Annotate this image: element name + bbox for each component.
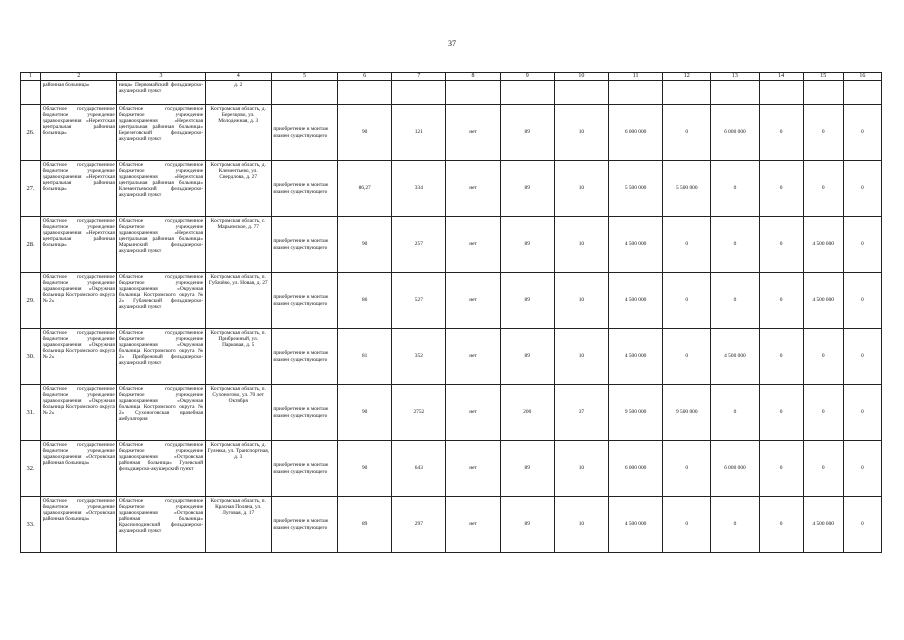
- amount-cell-col11: 4 500 000: [609, 273, 663, 329]
- amount-cell-col14: 0: [759, 329, 803, 385]
- value-cell-col10: 10: [554, 217, 608, 273]
- facility-name-cell: Областное государственное бюджетное учреждение здравоохранения «Островская районная больница» Гулевский фельдшерско-акушерский пункт: [117, 441, 205, 497]
- value-cell-col6: 86,27: [338, 161, 392, 217]
- value-cell-col6: 90: [338, 385, 392, 441]
- address-cell: Костромская область, д. Гулевка, ул. Транспортная, д. 3: [205, 441, 271, 497]
- value-cell-col7: 352: [392, 329, 446, 385]
- amount-cell-col13: 0: [711, 161, 759, 217]
- action-cell: приобретение и монтаж взамен существующего: [271, 161, 337, 217]
- page-number: 37: [448, 39, 456, 48]
- column-header: 12: [663, 73, 711, 81]
- action-cell: приобретение и монтаж взамен существующего: [271, 441, 337, 497]
- table-row: [21, 217, 882, 273]
- address-cell: Костромская область, п. Губачёво, ул. Новая, д. 27: [205, 273, 271, 329]
- value-cell-col6: 90: [338, 441, 392, 497]
- table-row: [21, 161, 882, 217]
- value-cell-col10: 10: [554, 441, 608, 497]
- row-number-cell: 32.: [21, 441, 41, 497]
- org-name-cell: Областное государственное бюджетное учреждение здравоохранения «Нерехтская центральная районная больница»: [41, 161, 117, 217]
- org-name-cell: Областное государственное бюджетное учреждение здравоохранения «Окружная больница Костромского округа № 2»: [41, 329, 117, 385]
- column-header: 9: [500, 73, 554, 81]
- row-number-cell: 27.: [21, 161, 41, 217]
- facility-name-cell: Областное государственное бюджетное учреждение здравоохранения «Нерехтская центральная районная больница» Клементьевский фельдшерско-акушерский пункт: [117, 161, 205, 217]
- address-cell: Костромская область, д. Березцово, ул. Молодежная, д. 3: [205, 105, 271, 161]
- amount-cell-col13: 0: [711, 273, 759, 329]
- amount-cell-col11: 4 500 000: [609, 329, 663, 385]
- value-cell-col7: 527: [392, 273, 446, 329]
- amount-cell-col15: 0: [803, 329, 843, 385]
- facility-name-cell: Областное государственное бюджетное учреждение здравоохранения «Нерехтская центральная районная больница» Березеговский фельдшерско-акушерский пункт: [117, 105, 205, 161]
- amount-cell-col14: 0: [759, 497, 803, 553]
- amount-cell-col14: 0: [759, 217, 803, 273]
- amount-cell-col14: 0: [759, 385, 803, 441]
- amount-cell-col13: 4 500 000: [711, 329, 759, 385]
- value-cell-col8: нет: [446, 329, 500, 385]
- value-cell-col7: 121: [392, 105, 446, 161]
- amount-cell-col12: 0: [663, 441, 711, 497]
- column-header: 1: [21, 73, 41, 81]
- value-cell-col8: нет: [446, 273, 500, 329]
- column-header: 8: [446, 73, 500, 81]
- address-cell: Костромская область, д. Клементьево, ул. Свердлова, д. 27: [205, 161, 271, 217]
- column-header: 16: [843, 73, 881, 81]
- value-cell-col9: 200: [500, 385, 554, 441]
- org-name-cell: районная больница»: [41, 81, 117, 105]
- column-header: 5: [271, 73, 337, 81]
- action-cell: приобретение и монтаж взамен существующего: [271, 273, 337, 329]
- amount-cell-col11: 9 500 000: [609, 385, 663, 441]
- facility-name-cell: Областное государственное бюджетное учреждение здравоохранения «Окружная больница Костромского округа № 2» Сухоноговская врачебная амбулатория: [117, 385, 205, 441]
- row-number-cell: 28.: [21, 217, 41, 273]
- column-header: 7: [392, 73, 446, 81]
- value-cell-col9: 89: [500, 273, 554, 329]
- column-header: 10: [554, 73, 608, 81]
- row-number-cell: 29.: [21, 273, 41, 329]
- amount-cell-col11: 4 500 000: [609, 497, 663, 553]
- amount-cell-col13: 0: [711, 497, 759, 553]
- value-cell-col6: 90: [338, 105, 392, 161]
- address-cell: Костромская область, с. Марьинское, д. 77: [205, 217, 271, 273]
- amount-cell-col15: 0: [803, 441, 843, 497]
- address-cell: Костромская область, п. Красная Поляна, ул. Луговая, д. 17: [205, 497, 271, 553]
- value-cell-col10: 10: [554, 497, 608, 553]
- value-cell-col9: 89: [500, 161, 554, 217]
- value-cell-col6: 90: [338, 217, 392, 273]
- value-cell-col9: 89: [500, 217, 554, 273]
- value-cell-col9: 89: [500, 497, 554, 553]
- row-number-cell: 31.: [21, 385, 41, 441]
- table-row: [21, 105, 882, 161]
- amount-cell-col12: 0: [663, 329, 711, 385]
- value-cell-col8: нет: [446, 385, 500, 441]
- value-cell-col8: нет: [446, 441, 500, 497]
- value-cell-col6: 81: [338, 329, 392, 385]
- amount-cell-col11: 4 500 000: [609, 217, 663, 273]
- action-cell: приобретение и монтаж взамен существующего: [271, 497, 337, 553]
- amount-cell-col12: 0: [663, 217, 711, 273]
- facility-name-cell: Областное государственное бюджетное учреждение здравоохранения «Нерехтская центральная районная больница» Марьинский фельдшерско-акушерский пункт: [117, 217, 205, 273]
- facility-name-cell: Областное государственное бюджетное учреждение здравоохранения «Окружная больница Костромского округа № 2» Прибрежный фельдшерско-акушерский пункт: [117, 329, 205, 385]
- amount-cell-col15: 0: [803, 161, 843, 217]
- value-cell-col6: 89: [338, 497, 392, 553]
- action-cell: приобретение и монтаж взамен существующего: [271, 385, 337, 441]
- org-name-cell: Областное государственное бюджетное учреждение здравоохранения «Окружная больница Костромского округа № 2»: [41, 273, 117, 329]
- amount-cell-col13: 6 000 000: [711, 441, 759, 497]
- value-cell-col7: 2752: [392, 385, 446, 441]
- value-cell-col10: 10: [554, 273, 608, 329]
- table-row: [21, 385, 882, 441]
- column-number-header: [21, 73, 882, 81]
- amount-cell-col14: 0: [759, 441, 803, 497]
- column-header: 13: [711, 73, 759, 81]
- value-cell-col7: 257: [392, 217, 446, 273]
- amount-cell-col11: 5 500 000: [609, 161, 663, 217]
- value-cell-col8: нет: [446, 217, 500, 273]
- amount-cell-col11: 6 000 000: [609, 105, 663, 161]
- org-name-cell: Областное государственное бюджетное учреждение здравоохранения «Нерехтская центральная районная больница»: [41, 217, 117, 273]
- amount-cell-col16: 0: [843, 497, 881, 553]
- value-cell-col10: 37: [554, 385, 608, 441]
- value-cell-col9: 89: [500, 441, 554, 497]
- value-cell-col9: 89: [500, 105, 554, 161]
- amount-cell-col15: 0: [803, 385, 843, 441]
- amount-cell-col14: 0: [759, 105, 803, 161]
- value-cell-col10: 10: [554, 161, 608, 217]
- value-cell-col6: 86: [338, 273, 392, 329]
- facility-name-cell: ница» Первомайский фельдшерско-акушерский пункт: [117, 81, 205, 105]
- value-cell-col8: нет: [446, 105, 500, 161]
- value-cell-col7: 334: [392, 161, 446, 217]
- amount-cell-col16: 0: [843, 441, 881, 497]
- amount-cell-col16: 0: [843, 161, 881, 217]
- amount-cell-col16: 0: [843, 217, 881, 273]
- facility-name-cell: Областное государственное бюджетное учреждение здравоохранения «Окружная больница Костромского округа № 2» Губачевский фельдшерско-акушерский пункт: [117, 273, 205, 329]
- action-cell: приобретение и монтаж взамен существующего: [271, 217, 337, 273]
- amount-cell-col12: 9 500 000: [663, 385, 711, 441]
- amount-cell-col15: 4 500 000: [803, 273, 843, 329]
- amount-cell-col16: 0: [843, 105, 881, 161]
- amount-cell-col12: 5 500 000: [663, 161, 711, 217]
- column-header: 15: [803, 73, 843, 81]
- amount-cell-col14: 0: [759, 161, 803, 217]
- amount-cell-col15: 4 500 000: [803, 217, 843, 273]
- amount-cell-col14: 0: [759, 273, 803, 329]
- column-header: 11: [609, 73, 663, 81]
- amount-cell-col13: 0: [711, 217, 759, 273]
- table-row: [21, 273, 882, 329]
- amount-cell-col12: 0: [663, 497, 711, 553]
- table-row: [21, 441, 882, 497]
- value-cell-col10: 10: [554, 329, 608, 385]
- action-cell: приобретение и монтаж взамен существующего: [271, 329, 337, 385]
- amount-cell-col13: 0: [711, 385, 759, 441]
- value-cell-col7: 643: [392, 441, 446, 497]
- value-cell-col9: 89: [500, 329, 554, 385]
- address-cell: Костромская область, п. Сухоногово, ул. 70 лет Октября: [205, 385, 271, 441]
- amount-cell-col15: 4 500 000: [803, 497, 843, 553]
- column-header: 3: [117, 73, 205, 81]
- amount-cell-col12: 0: [663, 105, 711, 161]
- action-cell: приобретение и монтаж взамен существующего: [271, 105, 337, 161]
- amount-cell-col16: 0: [843, 385, 881, 441]
- column-header: 6: [338, 73, 392, 81]
- column-header: 14: [759, 73, 803, 81]
- amount-cell-col12: 0: [663, 273, 711, 329]
- amount-cell-col11: 6 000 000: [609, 441, 663, 497]
- continued-row-fragment: [21, 81, 882, 105]
- facility-name-cell: Областное государственное бюджетное учреждение здравоохранения «Островская районная больница» Красноподинский фельдшерско-акушерский пункт: [117, 497, 205, 553]
- row-number-cell: 33.: [21, 497, 41, 553]
- address-cell: Костромская область, п. Прибрежный, ул. Парковая, д. 5: [205, 329, 271, 385]
- row-number-cell: 30.: [21, 329, 41, 385]
- org-name-cell: Областное государственное бюджетное учреждение здравоохранения «Островская районная больница»: [41, 497, 117, 553]
- value-cell-col7: 297: [392, 497, 446, 553]
- org-name-cell: Областное государственное бюджетное учреждение здравоохранения «Окружная больница Костромского округа № 2»: [41, 385, 117, 441]
- table-row: [21, 329, 882, 385]
- address-cell: д. 2: [205, 81, 271, 105]
- facilities-table: [20, 72, 882, 553]
- table-row: [21, 497, 882, 553]
- column-header: 2: [41, 73, 117, 81]
- column-header: 4: [205, 73, 271, 81]
- value-cell-col8: нет: [446, 497, 500, 553]
- amount-cell-col16: 0: [843, 329, 881, 385]
- value-cell-col8: нет: [446, 161, 500, 217]
- value-cell-col10: 10: [554, 105, 608, 161]
- amount-cell-col16: 0: [843, 273, 881, 329]
- row-number-cell: 26.: [21, 105, 41, 161]
- org-name-cell: Областное государственное бюджетное учреждение здравоохранения «Островская районная больница»: [41, 441, 117, 497]
- amount-cell-col13: 6 000 000: [711, 105, 759, 161]
- org-name-cell: Областное государственное бюджетное учреждение здравоохранения «Нерехтская центральная районная больница»: [41, 105, 117, 161]
- amount-cell-col15: 0: [803, 105, 843, 161]
